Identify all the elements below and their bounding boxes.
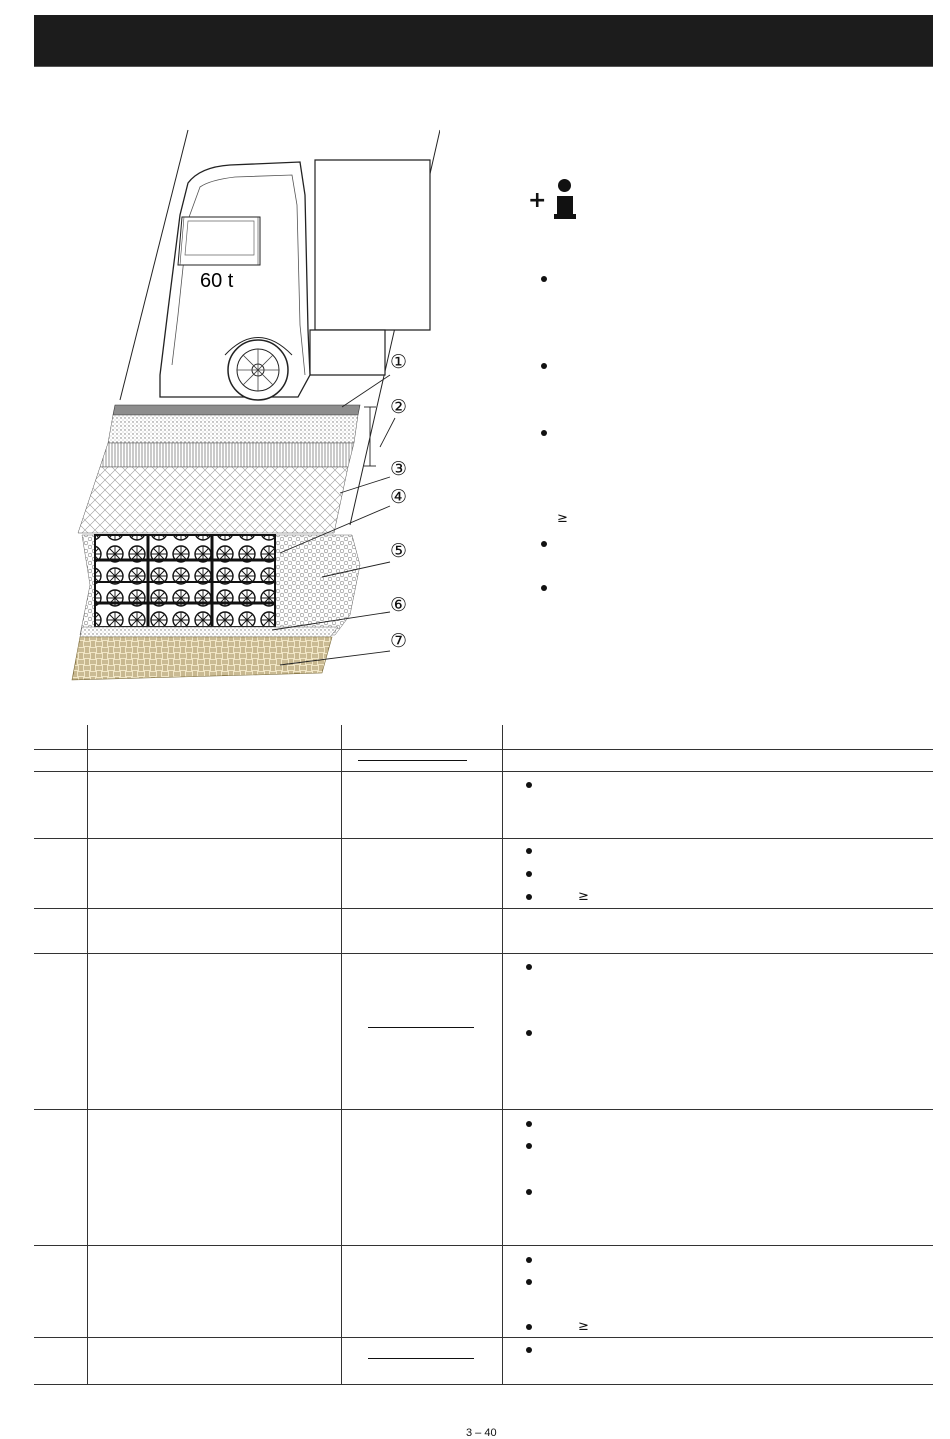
table-row-line — [34, 771, 933, 772]
callout-5: ⑤ — [390, 540, 408, 562]
table-row-line — [34, 1337, 933, 1338]
table-col-divider — [502, 725, 503, 1385]
table-bullet — [526, 1324, 532, 1330]
info-bullet — [541, 430, 547, 436]
page-header-bar — [34, 15, 933, 66]
table-bullet — [526, 964, 532, 970]
callout-2: ② — [390, 396, 408, 418]
table-bullet — [526, 871, 532, 877]
table-bullet — [526, 1030, 532, 1036]
table-row-line — [34, 953, 933, 954]
underline-mark — [368, 1358, 474, 1359]
info-bullet — [541, 585, 547, 591]
table-col-divider — [341, 725, 342, 1385]
ge-symbol: ≥ — [578, 889, 589, 904]
underline-mark — [358, 760, 467, 761]
cross-section-drawing — [60, 125, 440, 685]
table-row-line — [34, 1245, 933, 1246]
callout-7: ⑦ — [390, 630, 408, 652]
plus-symbol: + — [528, 188, 547, 213]
table-bullet — [526, 848, 532, 854]
page-number: 3 – 40 — [466, 1427, 497, 1439]
info-icon-dot — [558, 179, 571, 192]
table-bullet — [526, 1189, 532, 1195]
info-icon-foot — [554, 214, 576, 219]
callout-4: ④ — [390, 486, 408, 508]
table-bullet — [526, 1257, 532, 1263]
table-row-line — [34, 749, 933, 750]
table-row-line — [34, 1109, 933, 1110]
table-bullet — [526, 1347, 532, 1353]
table-bullet — [526, 1121, 532, 1127]
header-rule — [34, 66, 933, 67]
info-icon — [528, 176, 584, 224]
info-bullet — [541, 363, 547, 369]
table-row-line — [34, 1384, 933, 1385]
table-bullet — [526, 782, 532, 788]
table-bullet — [526, 894, 532, 900]
underline-mark — [368, 1027, 474, 1028]
vehicle-load-label: 60 t — [200, 270, 234, 292]
table-row-line — [34, 838, 933, 839]
callout-1: ① — [390, 351, 408, 373]
callout-3: ③ — [390, 458, 408, 480]
callout-6: ⑥ — [390, 594, 408, 616]
ge-symbol: ≥ — [557, 511, 568, 526]
info-bullet — [541, 541, 547, 547]
ge-symbol: ≥ — [578, 1319, 589, 1334]
info-bullet — [541, 276, 547, 282]
table-bullet — [526, 1143, 532, 1149]
table-col-divider — [87, 725, 88, 1385]
table-row-line — [34, 908, 933, 909]
table-bullet — [526, 1279, 532, 1285]
